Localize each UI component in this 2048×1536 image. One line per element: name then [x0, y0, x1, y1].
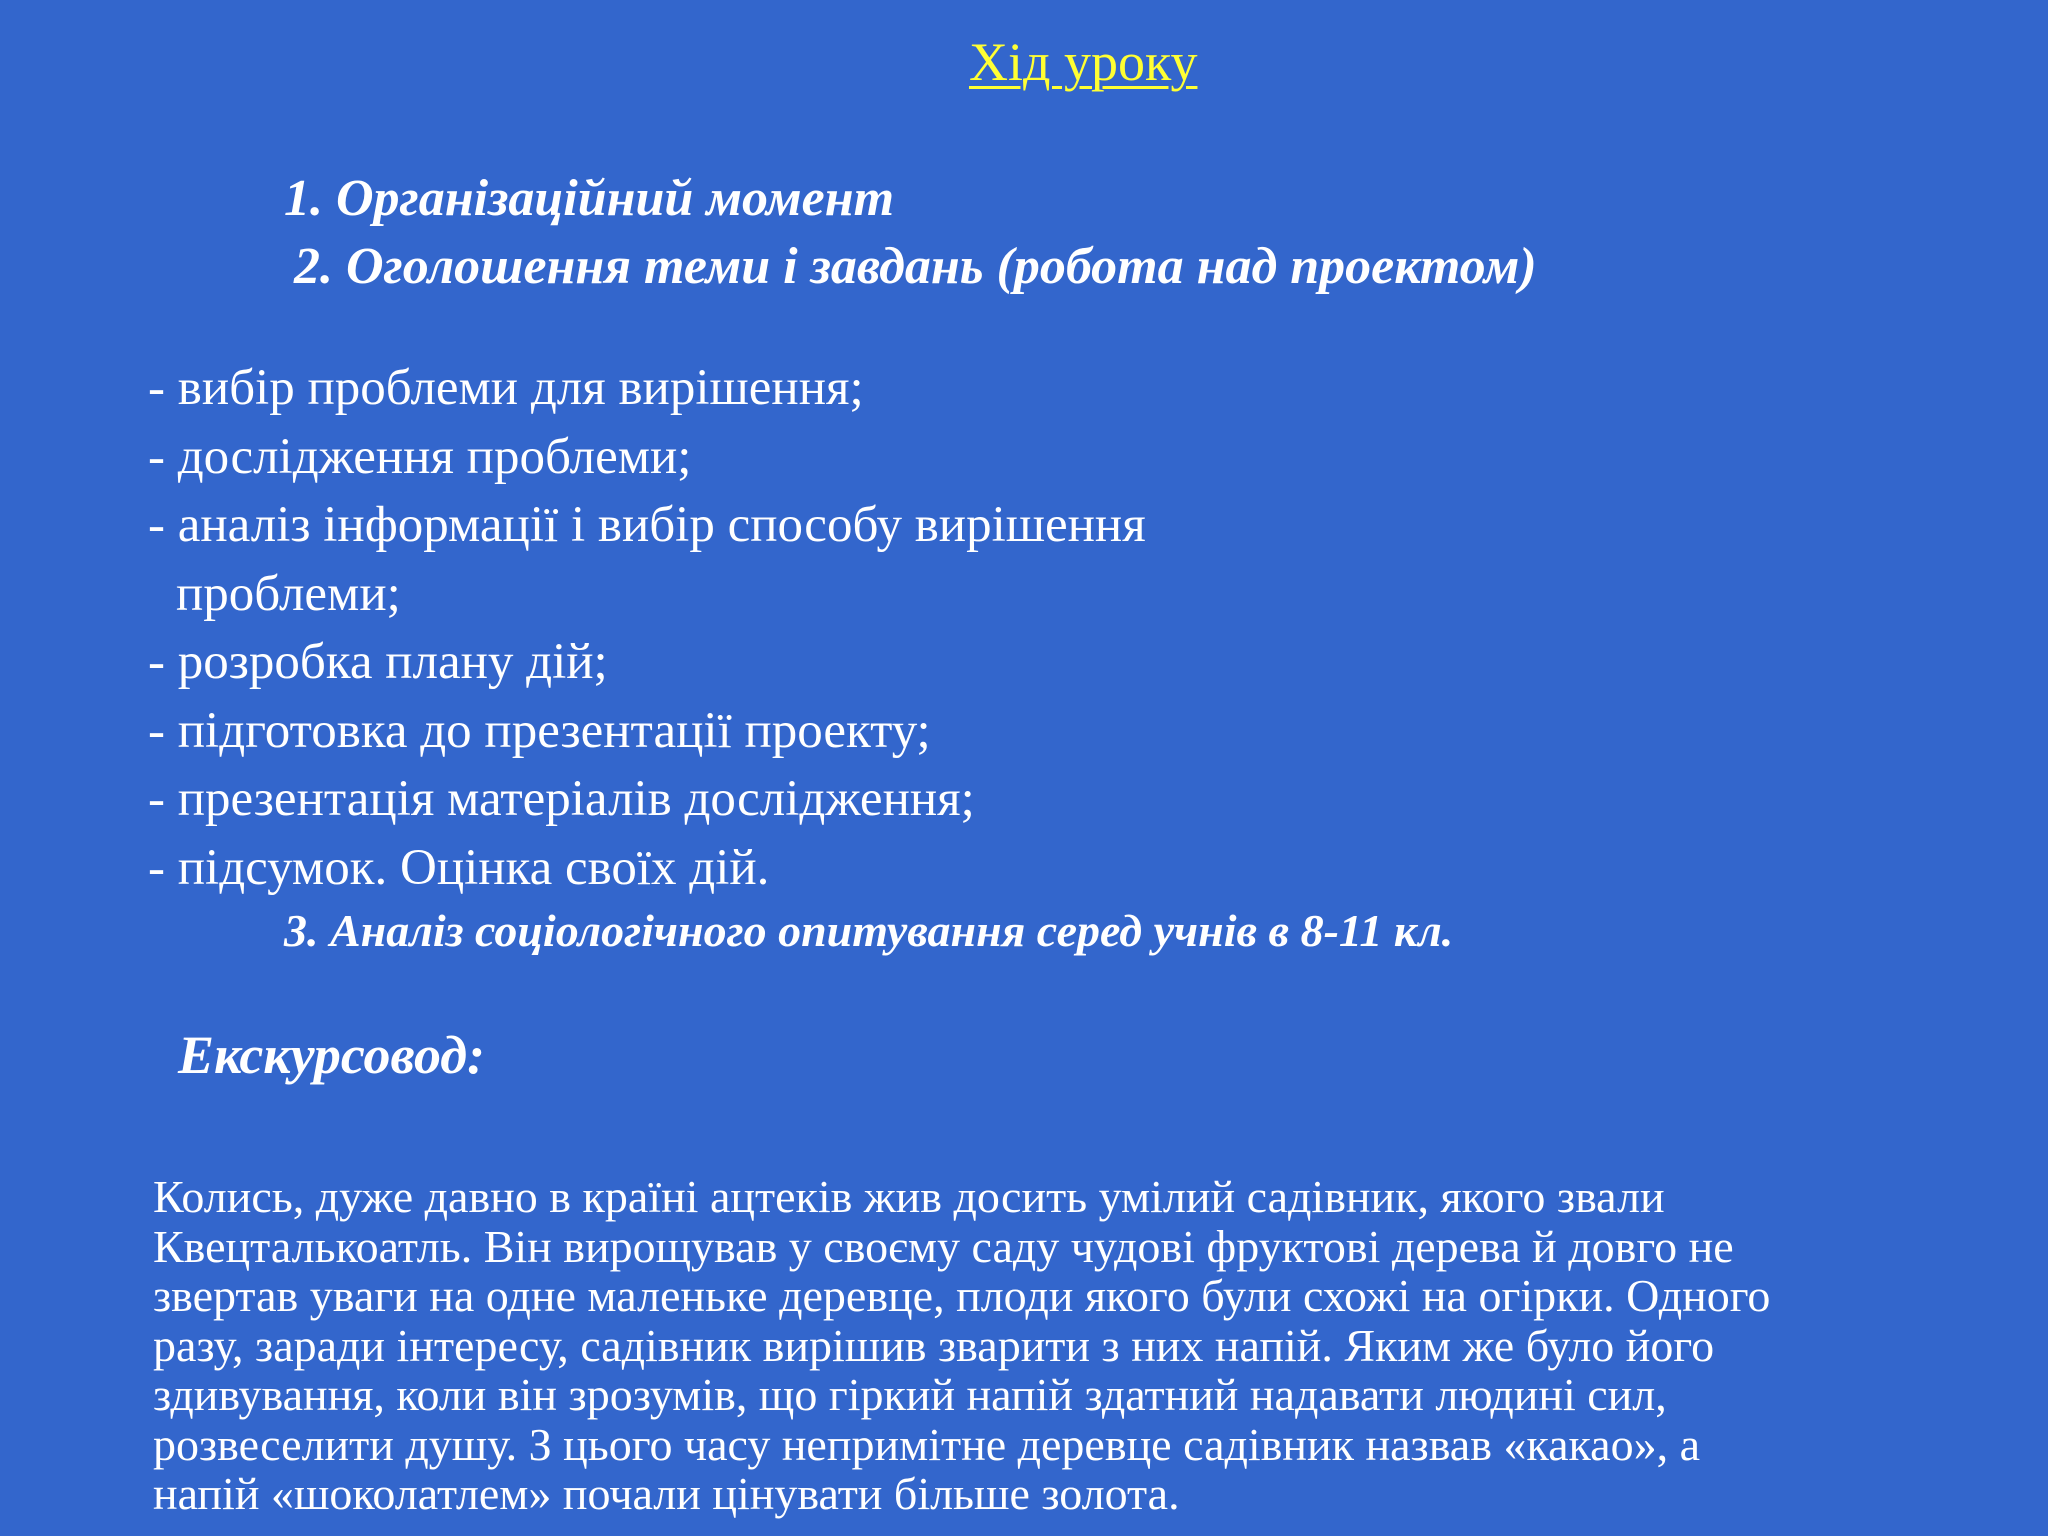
guide-label: Екскурсовод: — [178, 1025, 486, 1085]
project-steps-list — [148, 354, 1146, 902]
story-paragraph — [153, 1172, 2033, 1519]
step-topic-announcement: 2. Оголошення теми і завдань (робота над проектом) — [294, 238, 1537, 295]
story-line: разу, заради інтересу, садівник вирішив зварити з них напій. Яким же було його — [153, 1319, 1715, 1371]
list-item: - вибір проблеми для вирішення; — [148, 360, 864, 416]
story-line: Колись, дуже давно в країні ацтеків жив досить умілий садівник, якого звали — [153, 1171, 1665, 1222]
list-item: - презентація матеріалів дослідження; — [148, 771, 975, 827]
step-survey-analysis: 3. Аналіз соціологічного опитування серед учнів в 8-11 кл. — [284, 905, 1454, 956]
slide-title: Хід уроку — [969, 32, 1198, 92]
list-item: - аналіз інформації і вибір способу вирішення — [148, 497, 1146, 553]
list-item: - розробка плану дій; — [148, 634, 608, 690]
story-line: здивування, коли він зрозумів, що гіркий напій здатний надавати людині сил, — [153, 1369, 1667, 1420]
list-item: - підготовка до презентації проекту; — [148, 702, 931, 759]
story-line: Квецталькоатль. Він вирощував у своєму саду чудові фруктові дерева й довго не — [153, 1220, 1734, 1272]
list-item: - підсумок. Оцінка своїх дій. — [148, 839, 770, 896]
story-line: звертав уваги на одне маленьке деревце, плоди якого були схожі на огірки. Одного — [153, 1270, 1771, 1321]
list-item-continuation: проблеми; — [176, 565, 401, 622]
story-line: напій «шоколатлем» почали цінувати більше золота. — [153, 1468, 1180, 1519]
list-item: - дослідження проблеми; — [148, 428, 692, 485]
story-line: розвеселити душу. З цього часу непримітне деревце садівник назвав «какао», а — [153, 1418, 1700, 1470]
step-organizational: 1. Організаційний момент — [284, 170, 895, 227]
